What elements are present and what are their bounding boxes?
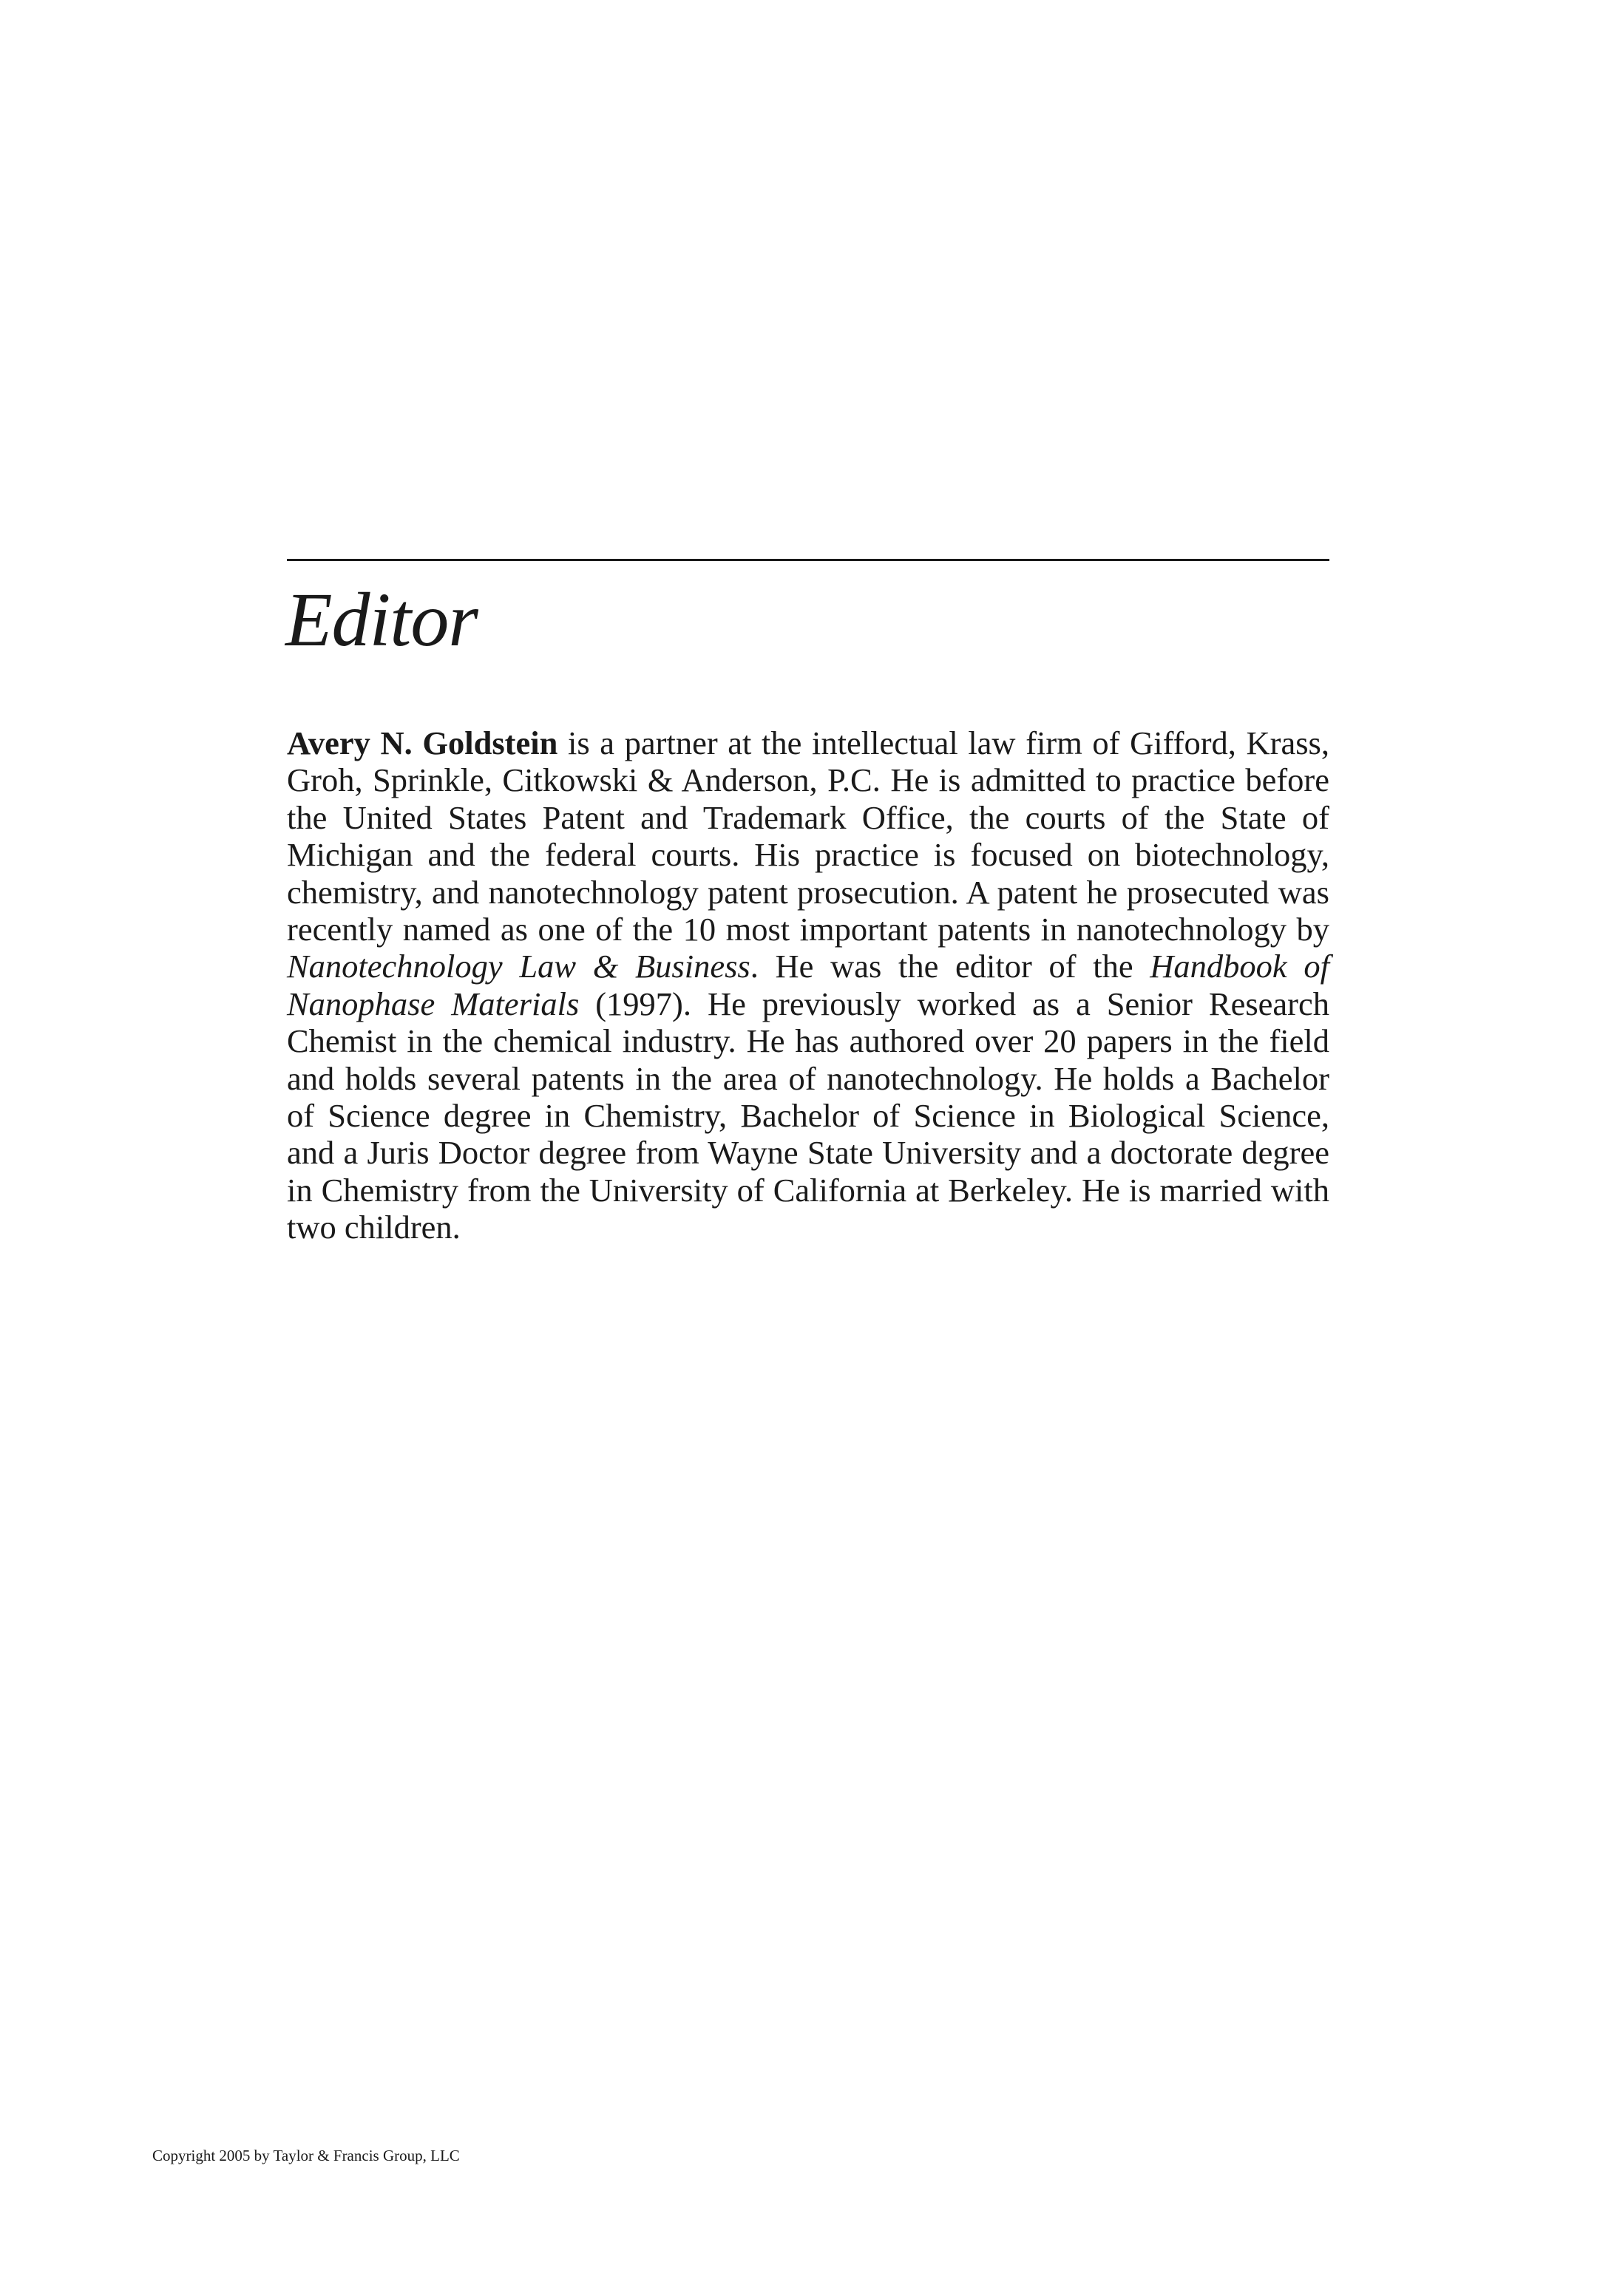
copyright-footer: Copyright 2005 by Taylor & Francis Group, LLC (152, 2147, 460, 2164)
bio-text-part-3: (1997). He previously worked as a Senior Research Chemist in the chemical industry. He has authored over 20 papers in the field and holds several patents in the area of nanotechnology. He holds a Bachelor of Science degree in Chemistry, Bachelor of Science in Biological Science, and a Juris Doctor degree from Wayne State University and a doctorate degree in Chemistry from the University of California at Berkeley. He is married with two children. (287, 985, 1330, 1246)
book-title: Handbook of Nanophase Materials (287, 948, 1329, 1022)
bio-text-part-1: is a partner at the intellectual law firm of Gifford, Krass, Groh, Sprinkle, Citkowski & Anderson, P.C. He is admitted to practice before the United States Patent and Trademark Office, the courts of the State of Michigan and the federal courts. His practice is focused on biotechnology, chemistry, and nanotechnology patent prosecution. A patent he prosecuted was recently named as one of the 10 most important patents in nanotechnology by (287, 724, 1329, 948)
editor-name: Avery N. Goldstein (287, 724, 558, 761)
heading-rule (287, 559, 1329, 561)
page-title: Editor (285, 577, 478, 662)
editor-biography (287, 724, 1329, 1246)
bio-text-part-2: . He was the editor of the (750, 948, 1150, 985)
publication-title: Nanotechnology Law & Business (287, 948, 750, 985)
